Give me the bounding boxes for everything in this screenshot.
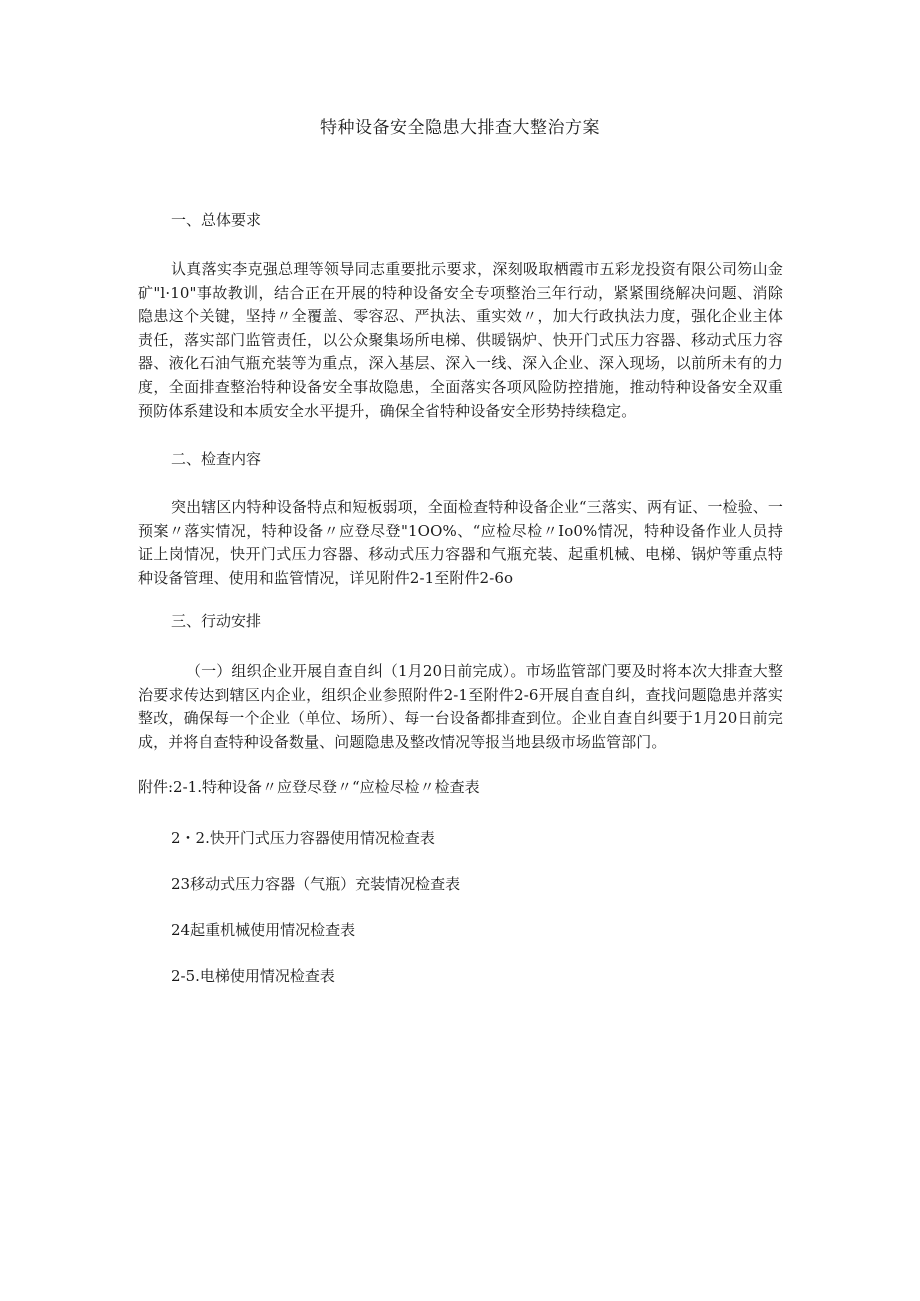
section-heading-general-requirements: 一、总体要求	[171, 211, 262, 229]
attachment-item: 23移动式压力容器（气瓶）充装情况检查表	[171, 875, 461, 893]
section-paragraph-general-requirements: 认真落实李克强总理等领导同志重要批示要求，深刻吸取栖霞市五彩龙投资有限公司笏山金矿"l·10"事故教训，结合正在开展的特种设备安全专项整治三年行动，紧紧围绕解决问题、消除隐患这个关键，坚持〃全覆盖、零容忍、严执法、重实效〃，加大行政执法力度，强化企业主体责任，落实部门监管责任，以公众聚集场所电梯、供暖锅炉、快开门式压力容器、移动式压力容器、液化石油气瓶充装等为重点，深入基层、深入一线、深入企业、深入现场，以前所未有的力度，全面排查整治特种设备安全事故隐患，全面落实各项风险防控措施，推动特种设备安全双重预防体系建设和本质安全水平提升，确保全省特种设备安全形势持续稳定。	[138, 260, 783, 420]
attachment-item: 2・2.快开门式压力容器使用情况检查表	[171, 829, 435, 847]
section-paragraph-inspection-content: 突出辖区内特种设备特点和短板弱项，全面检查特种设备企业“三落实、两有证、一检验、一预案〃落实情况，特种设备〃应登尽登"1OO%、“应检尽检〃Io0%情况，特种设备作业人员持证上岗情况，快开门式压力容器、移动式压力容器和气瓶充装、起重机械、电梯、锅炉等重点特种设备管理、使用和监管情况，详见附件2-1至附件2-6o	[138, 498, 783, 587]
section-paragraph-action-plan: （一）组织企业开展自查自纠（1月20日前完成）。市场监管部门要及时将本次大排查大整治要求传达到辖区内企业，组织企业参照附件2-1至附件2-6开展自查自纠，查找问题隐患并落实整改，确保每一个企业（单位、场所）、每一台设备都排查到位。企业自查自纠要于1月20日前完成，并将自查特种设备数量、问题隐患及整改情况等报当地县级市场监管部门。	[138, 662, 783, 751]
section-heading-inspection-content: 二、检查内容	[171, 450, 262, 468]
attachment-item: 24起重机械使用情况检查表	[171, 921, 356, 939]
attachments-heading: 附件:2-1.特种设备〃应登尽登〃“应检尽检〃检查表	[138, 778, 480, 796]
attachment-item: 2-5.电梯使用情况检查表	[171, 967, 335, 985]
section-heading-action-plan: 三、行动安排	[171, 612, 262, 630]
document-title: 特种设备安全隐患大排查大整治方案	[320, 118, 600, 138]
